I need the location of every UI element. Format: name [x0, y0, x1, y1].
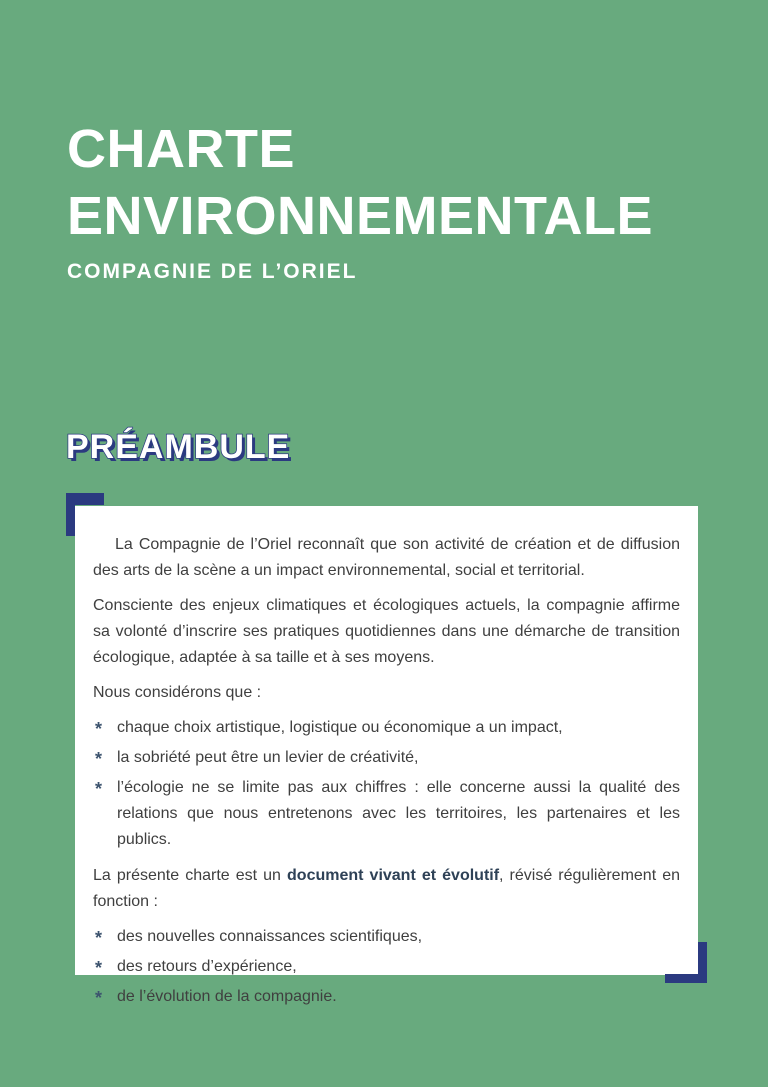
paragraph-commitment: Consciente des enjeux climatiques et écologiques actuels, la compagnie affirme sa volonté d’inscrire ses pratiques quotidiennes dans une démarche de transition écologique, adaptée à sa taille et à ses moyens.	[93, 597, 680, 666]
preamble-card	[75, 506, 698, 1008]
list-item-text: chaque choix artistique, logistique ou économique a un impact,	[117, 719, 563, 736]
section-heading-preambule: PRÉAMBULE	[66, 428, 291, 466]
asterisk-bullet-icon: *	[95, 779, 103, 799]
considerations-intro: Nous considérons que :	[93, 684, 262, 701]
paragraph-living-document	[93, 863, 680, 915]
list-item	[93, 954, 680, 980]
living-doc-emphasis: document vivant et évolutif	[287, 867, 500, 884]
document-header	[67, 116, 653, 284]
living-doc-suffix: , révisé régulièrement en fonction :	[93, 867, 681, 910]
page-title-line2: ENVIRONNEMENTALE	[67, 186, 654, 246]
list-item	[93, 984, 680, 1010]
considerations-list	[93, 715, 680, 853]
paragraph-recognition: La Compagnie de l’Oriel reconnaît que son activité de création et de diffusion des arts de la scène a un impact environnemental, social et territorial.	[93, 536, 680, 579]
revision-factors-list	[93, 924, 680, 1010]
living-doc-prefix: La présente charte est un	[93, 867, 288, 884]
asterisk-bullet-icon: *	[95, 719, 103, 739]
list-item	[93, 775, 680, 853]
corner-bracket-top-left	[66, 493, 104, 536]
asterisk-bullet-icon: *	[95, 988, 103, 1008]
list-item-text: des nouvelles connaissances scientifiques,	[117, 928, 423, 945]
company-subtitle: COMPAGNIE DE L’ORIEL	[67, 260, 358, 283]
list-item-text: des retours d’expérience,	[117, 958, 297, 975]
list-item-text: la sobriété peut être un levier de créativité,	[117, 749, 419, 766]
list-item-text: l’écologie ne se limite pas aux chiffres : elle concerne aussi la qualité des relations que nous entretenons avec les territoires, les partenaires et les publics.	[117, 779, 680, 848]
list-item-text: de l’évolution de la compagnie.	[117, 988, 337, 1005]
asterisk-bullet-icon: *	[95, 958, 103, 978]
list-item	[93, 745, 680, 771]
asterisk-bullet-icon: *	[95, 928, 103, 948]
asterisk-bullet-icon: *	[95, 749, 103, 769]
list-item	[93, 924, 680, 950]
page-title-line1: CHARTE	[67, 119, 295, 179]
list-item	[93, 715, 680, 741]
